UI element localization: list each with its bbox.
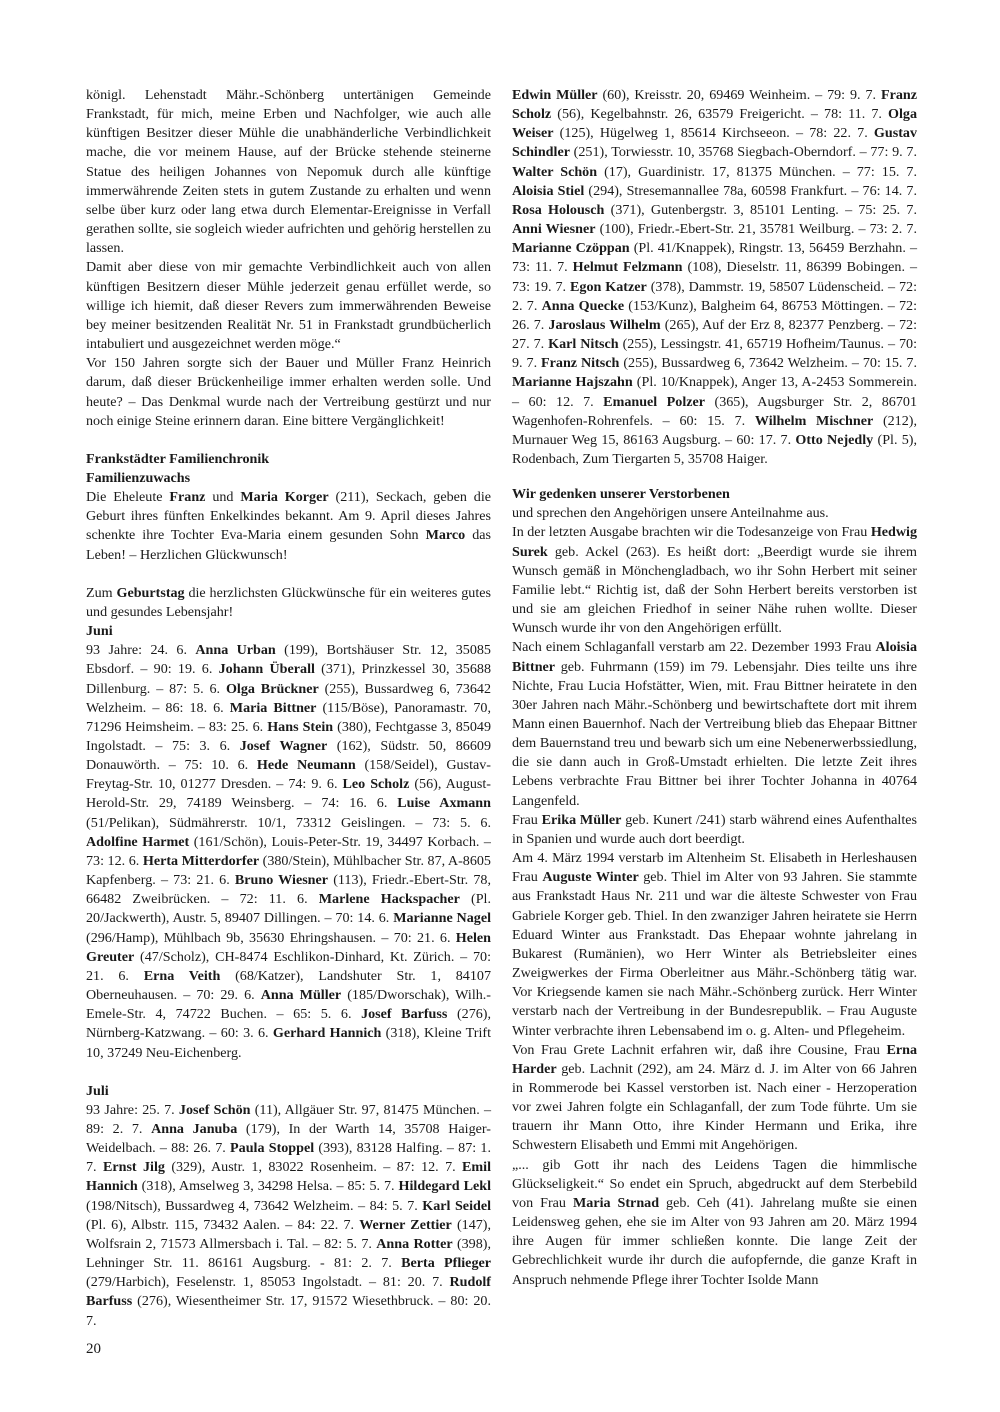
person-name: Egon Katzer — [570, 278, 647, 295]
person-name: Anna Müller — [260, 987, 342, 1004]
left-column — [86, 86, 491, 1331]
commentary-paragraph: Vor 150 Jahren sorgte sich der Bauer und Müller Franz Heinrich darum, daß dieser Brückenheilige immer erhalten werden solle. Und heute? – Das Denkmal wurde nach der Vertreibung gestürzt und nur noch einige Steine erinnern daran. Eine bittere Vergänglichkeit! — [86, 355, 491, 429]
person-name: Paula Stoppel — [230, 1140, 315, 1157]
obituary-paragraph: Am 4. März 1994 verstarb im Altenheim St. Elisabeth in Herleshausen Frau Auguste Winter geb. Thiel im Alter von 93 Jahren. Sie stammte aus Frankstadt Haus Nr. 211 und war die älteste Schwester von Frau Gabriele Korger geb. Thiel. In den zwanziger Jahren heiratete sie Herrn Eduard Winter aus Frankstadt. Das Ehepaar wohnte jahrelang in Bukarest (Rumänien), wo Herr Winter als Betriebsleiter eines Zweigwerkes der Firma Oberleitner aus Mähr.-Schönberg tätig war. Vor Kriegsende kamen sie nach Mähr.-Schönberg zurück. Herr Winter verstarb nach der Vertreibung in der Bundesrepublik. – Frau Auguste Winter verbrachte ihren Lebensabend im o. g. Alten- und Pflegeheim. — [512, 850, 918, 1039]
person-name: Werner Zettier — [359, 1216, 452, 1233]
person-name: Franz — [169, 489, 206, 506]
section-heading-chronik: Frankstädter Familienchronik — [86, 450, 270, 467]
person-name: Rudolf Barfuss — [86, 1274, 491, 1310]
person-name: Erika Müller — [541, 811, 622, 828]
person-name: Erna Harder — [512, 1041, 917, 1077]
person-name: Marco — [425, 527, 466, 544]
right-column — [512, 86, 917, 1290]
person-name: Auguste Winter — [542, 869, 639, 886]
person-name: Herta Mitterdorfer — [142, 852, 260, 869]
verstorbene-intro: und sprechen den Angehörigen unsere Anteilnahme aus. — [512, 505, 829, 522]
person-name: Anna Quecke — [541, 297, 625, 314]
person-name: Maria Strnad — [572, 1194, 660, 1211]
person-name: Berta Pflieger — [401, 1255, 491, 1272]
birthday-list-juni: 93 Jahre: 24. 6. Anna Urban (199), Bortshäuser Str. 12, 35085 Ebsdorf. – 90: 19. 6. Johann Überall (371), Prinzkessel 30, 35688 Dillenburg. – 87: 5. 6. Olga Brückner (255), Bussardweg 6, 73642 Welzheim. – 86: 18. 6. Maria Bittner (115/Böse), Panoramastr. 70, 71296 Heimsheim. – 83: 25. 6. Hans Stein (380), Fechtgasse 3, 85049 Ingolstadt. – 75: 3. 6. Josef Wagner (162), Südstr. 50, 86609 Donauwörth. – 75: 10. 6. Hede Neumann (158/Seidel), Gustav-Freytag-Str. 10, 01277 Dresden. – 74: 9. 6. Leo Scholz (56), August-Herold-Str. 29, 74189 Weinsberg. – 74: 16. 6. Luise Axmann (51/Pelikan), Südmährerstr. 10/1, 73312 Geislingen. – 73: 5. 6. Adolfine Harmet (161/Schön), Louis-Peter-Str. 19, 34497 Korbach. – 73: 12. 6. Herta Mitterdorfer (380/Stein), Mühlbacher Str. 87, A-8605 Kapfenberg. – 73: 21. 6. Bruno Wiesner (113), Friedr.-Ebert-Str. 78, 66482 Zweibrücken. – 72: 11. 6. Marlene Hackspacher (Pl. 20/Jackwerth), Austr. 5, 89407 Dillingen. – 70: 14. 6. Marianne Nagel (296/Hamp), Mühlbach 9b, 35630 Ehringshausen. – 70: 21. 6. Helen Greuter (47/Scholz), CH-8474 Eschlikon-Dinhard, Kt. Zürich. – 70: 21. 6. Erna Veith (68/Katzer), Landshuter Str. 1, 84107 Oberneuhausen. – 70: 29. 6. Anna Müller (185/Dworschak), Wilh.-Emele-Str. 4, 74722 Buchen. – 65: 5. 6. Josef Barfuss (276), Nürnberg-Katzwang. – 60: 3. 6. Gerhard Hannich (318), Kleine Trift 10, 37249 Neu-Eichenberg. — [86, 642, 492, 1061]
person-name: Olga Brückner — [225, 680, 319, 697]
person-name: Gustav Schindler — [512, 125, 917, 161]
person-name: Rosa Holousch — [512, 201, 605, 218]
person-name: Walter Schön — [512, 163, 598, 180]
person-name: Gerhard Hannich — [272, 1025, 382, 1042]
person-name: Karl Seidel — [422, 1197, 491, 1214]
person-name: Marianne Czöppan — [512, 240, 630, 257]
person-name: Jaroslaus Wilhelm — [548, 316, 661, 333]
person-name: Marianne Hajszahn — [512, 374, 633, 391]
month-heading-juni: Juni — [86, 623, 113, 640]
person-name: Johann Überall — [218, 661, 315, 678]
person-name: Adolfine Harmet — [86, 833, 190, 850]
person-name: Aloisia Stiel — [512, 182, 585, 199]
person-name: Emil Hannich — [86, 1159, 492, 1195]
person-name: Franz Scholz — [512, 87, 917, 123]
section-heading-verstorbene: Wir gedenken unserer Verstorbenen — [512, 486, 730, 503]
person-name: Luise Axmann — [397, 795, 491, 812]
obituary-paragraph: Nach einem Schlaganfall verstarb am 22. Dezember 1993 Frau Aloisia Bittner geb. Fuhrmann (159) im 79. Lebensjahr. Dies teilte uns ihre Nichte, Frau Lucia Hofstätter, Wien, mit. Frau Bittner heiratete in den 30er Jahren nach Mähr.-Schönberg und bewirtschaftete dort mit ihrem Mann einen Bauernhof. Nach der Vertreibung blieb das Ehepaar Bittner dem Bauernstand treu und bewarb sich um eine Nebenerwerbssiedlung, die sie dann auch in Groß-Umstadt erhielten. Die letzte Zeit ihres Lebens verbrachte Frau Bittner bei ihrer Tochter Johanna in 40764 Langenfeld. — [512, 639, 917, 809]
person-name: Hildegard Lekl — [398, 1178, 491, 1195]
person-name: Karl Nitsch — [548, 336, 619, 353]
obituary-paragraph: In der letzten Ausgabe brachten wir die Todesanzeige von Frau Hedwig Surek geb. Ackel (263). Es heißt dort: „Beerdigt wurde sie ihrem Wunsch gemäß in Mönchengladbach, wo ihr Sohn Herbert mit seiner Familie lebt.“ Richtig ist, daß der Sohn Herbert bereits verstorben ist und sie am gleichen Friedhof in seiner Nähe ruhen wollte. Dieser Wunsch wurde ihr von den Angehörigen erfüllt. — [512, 524, 918, 637]
birthday-list-juli-continued: Edwin Müller (60), Kreisstr. 20, 69469 Weinheim. – 79: 9. 7. Franz Scholz (56), Kegelbahnstr. 26, 63579 Freigericht. – 78: 11. 7. Olga Weiser (125), Hügelweg 1, 85614 Kirchseeon. – 78: 22. 7. Gustav Schindler (251), Torwiesstr. 10, 35768 Siegbach-Oberndorf. – 77: 9. 7. Walter Schön (17), Guardinistr. 17, 81375 München. – 77: 15. 7. Aloisia Stiel (294), Stresemannallee 78a, 60598 Frankfurt. – 76: 14. 7. Rosa Holousch (371), Gutenbergstr. 3, 85101 Lenting. – 75: 25. 7. Anni Wiesner (100), Friedr.-Ebert-Str. 21, 35781 Weilburg. – 73: 2. 7. Marianne Czöppan (Pl. 41/Knappek), Ringstr. 13, 56459 Berzhahn. – 73: 11. 7. Helmut Felzmann (108), Dieselstr. 11, 86399 Bobingen. – 73: 19. 7. Egon Katzer (378), Dammstr. 19, 58507 Lüdenscheid. – 72: 2. 7. Anna Quecke (153/Kunz), Balgheim 64, 86753 Möttingen. – 72: 26. 7. Jaroslaus Wilhelm (265), Auf der Erz 8, 82377 Penzberg. – 72: 27. 7. Karl Nitsch (255), Lessingstr. 41, 65719 Hofheim/Taunus. – 70: 9. 7. Franz Nitsch (255), Bussardweg 6, 73642 Welzheim. – 70: 15. 7. Marianne Hajszahn (Pl. 10/Knappek), Anger 13, A-2453 Sommerein. – 60: 12. 7. Emanuel Polzer (365), Augsburger Str. 2, 86701 Wagenhofen-Rohrenfels. – 60: 15. 7. Wilhelm Mischner (212), Murnauer Weg 15, 86163 Augsburg. – 60: 17. 7. Otto Nejedly (Pl. 5), Rodenbach, Zum Tiergarten 5, 35708 Haiger. — [512, 87, 918, 467]
person-name: Josef Barfuss — [361, 1006, 448, 1023]
person-name: Anna Rotter — [376, 1235, 453, 1252]
person-name: Emanuel Polzer — [603, 393, 706, 410]
person-name: Erna Veith — [143, 967, 221, 984]
person-name: Edwin Müller — [512, 87, 598, 103]
month-heading-juli: Juli — [86, 1082, 109, 1099]
person-name: Josef Wagner — [239, 738, 328, 754]
person-name: Otto Nejedly — [795, 431, 874, 448]
person-name: Hede Neumann — [256, 757, 356, 774]
person-name: Bruno Wiesner — [234, 872, 329, 889]
person-name: Helmut Felzmann — [572, 259, 683, 276]
person-name: Leo Scholz — [342, 776, 410, 793]
person-name: Anna Januba — [151, 1120, 238, 1137]
geburtstag-intro: Zum Geburtstag die herzlichsten Glückwünsche für ein weiteres gutes und gesundes Lebensjahr! — [86, 584, 491, 620]
person-name: Anna Urban — [195, 642, 276, 659]
reverse-text-paragraph: königl. Lehenstadt Mähr.-Schönberg untertänigen Gemeinde Frankstadt, für mich, meine Erben und Nachfolger, wie auch alle künftigen Besitzer dieser Mühle die unabhänderliche Verbindlichkeit mache, die vor meinem Hause, auf der Brücke stehende steinerne Statue des heiligen Johannes von Nepomuk durch alle künftige immerwährende Zeiten stets in gutem Zustande zu erhalten und wenn selbe über kurz oder lang etwa durch Elementar-Ereignisse in Verfall gerathen sollte, sie sogleich wieder aufrichten und gehörig herstellen zu lassen. — [86, 87, 491, 257]
person-name: Wilhelm Mischner — [754, 412, 874, 429]
person-name: Olga Weiser — [512, 106, 917, 142]
person-name: Hans Stein — [267, 718, 334, 735]
person-name: Marianne Nagel — [393, 910, 492, 927]
birthday-list-juli: 93 Jahre: 25. 7. Josef Schön (11), Allgäuer Str. 97, 81475 München. – 89: 2. 7. Anna Januba (179), In der Warth 14, 35708 Haiger-Weidelbach. – 88: 26. 7. Paula Stoppel (393), 83128 Halfing. – 87: 1. 7. Ernst Jilg (329), Austr. 1, 83022 Rosenheim. – 87: 12. 7. Emil Hannich (318), Amselweg 3, 34298 Helsa. – 85: 5. 7. Hildegard Lekl (198/Nitsch), Bussardweg 4, 73642 Welzheim. – 84: 5. 7. Karl Seidel (Pl. 6), Albstr. 115, 73432 Aalen. – 84: 22. 7. Werner Zettier (147), Wolfsrain 2, 71573 Allmersbach i. Tal. – 82: 5. 7. Anna Rotter (398), Lehninger Str. 11. 86161 Augsburg. - 81: 2. 7. Berta Pflieger (279/Harbich), Feselenstr. 1, 85053 Ingolstadt. – 81: 20. 7. Rudolf Barfuss (276), Wiesentheimer Str. 17, 91572 Wiesethbruck. – 80: 20. 7. — [86, 1101, 492, 1329]
person-name: Hedwig Surek — [512, 524, 918, 560]
person-name: Helen Greuter — [86, 929, 491, 965]
reverse-text-paragraph: Damit aber diese von mir gemachte Verbindlichkeit auch von allen künftigen Besitzern dieser Mühle jederzeit genau erfüllet werde, so willige ich hiemit, daß dieser Revers zum immerwährenden Beweise bey meiner besitzenden Realität Nr. 51 in Frankstadt grundbücherlich intabuliert und ausgezeichnet werden möge.“ — [86, 259, 491, 353]
familienzuwachs-text: Die Eheleute Franz und Maria Korger (211), Seckach, geben die Geburt ihres fünften Enkelkindes bekannt. Am 9. April dieses Jahres schenkte ihre Tochter Eva-Maria einem gesunden Sohn Marco das Leben! – Herzlichen Glückwunsch! — [86, 489, 492, 563]
person-name: Ernst Jilg — [102, 1159, 165, 1176]
person-name: Aloisia Bittner — [512, 639, 917, 675]
person-name: Geburtstag — [116, 584, 185, 601]
person-name: Franz Nitsch — [541, 355, 620, 372]
section-heading-familienzuwachs: Familienzuwachs — [86, 469, 191, 486]
person-name: Josef Schön — [178, 1101, 251, 1118]
person-name: Maria Bittner — [229, 699, 317, 716]
person-name: Maria Korger — [240, 489, 329, 506]
obituary-paragraph: Frau Erika Müller geb. Kunert /241) starb während eines Aufenthaltes in Spanien und wurde auch dort beerdigt. — [512, 811, 917, 847]
page-number: 20 — [86, 1341, 101, 1357]
obituary-paragraph: „... gib Gott ihr nach des Leidens Tagen die himmlische Glückseligkeit.“ So endet ein Spruch, abgedruckt auf dem Sterbebild von Frau Maria Strnad geb. Ceh (41). Jahrelang mußte sie einen Leidensweg gehen, ehe sie im Alter von 93 Jahren am 20. März 1994 ihre Augen für immer schließen konnte. Die lange Zeit der Gebrechlichkeit wurde ihr durch die aufopfernde, die ganze Kraft in Anspruch nehmende Pflege ihrer Tochter Isolde Mann — [512, 1156, 917, 1288]
person-name: Anni Wiesner — [512, 221, 596, 238]
obituary-paragraph: Von Frau Grete Lachnit erfahren wir, daß ihre Cousine, Frau Erna Harder geb. Lachnit (292), am 24. März d. J. im Alter von 66 Jahren in Rommerode bei Kassel verstorben ist. Nach einer - Herzoperation vor zwei Jahren folgte ein Schlaganfall, der zum Tode führte. Um sie trauern ihr Mann Otto, ihre Kinder Hermann und Erika, ihre Schwestern Elisabeth und Emmi mit Angehörigen. — [512, 1041, 917, 1154]
person-name: Marlene Hackspacher — [318, 891, 460, 908]
